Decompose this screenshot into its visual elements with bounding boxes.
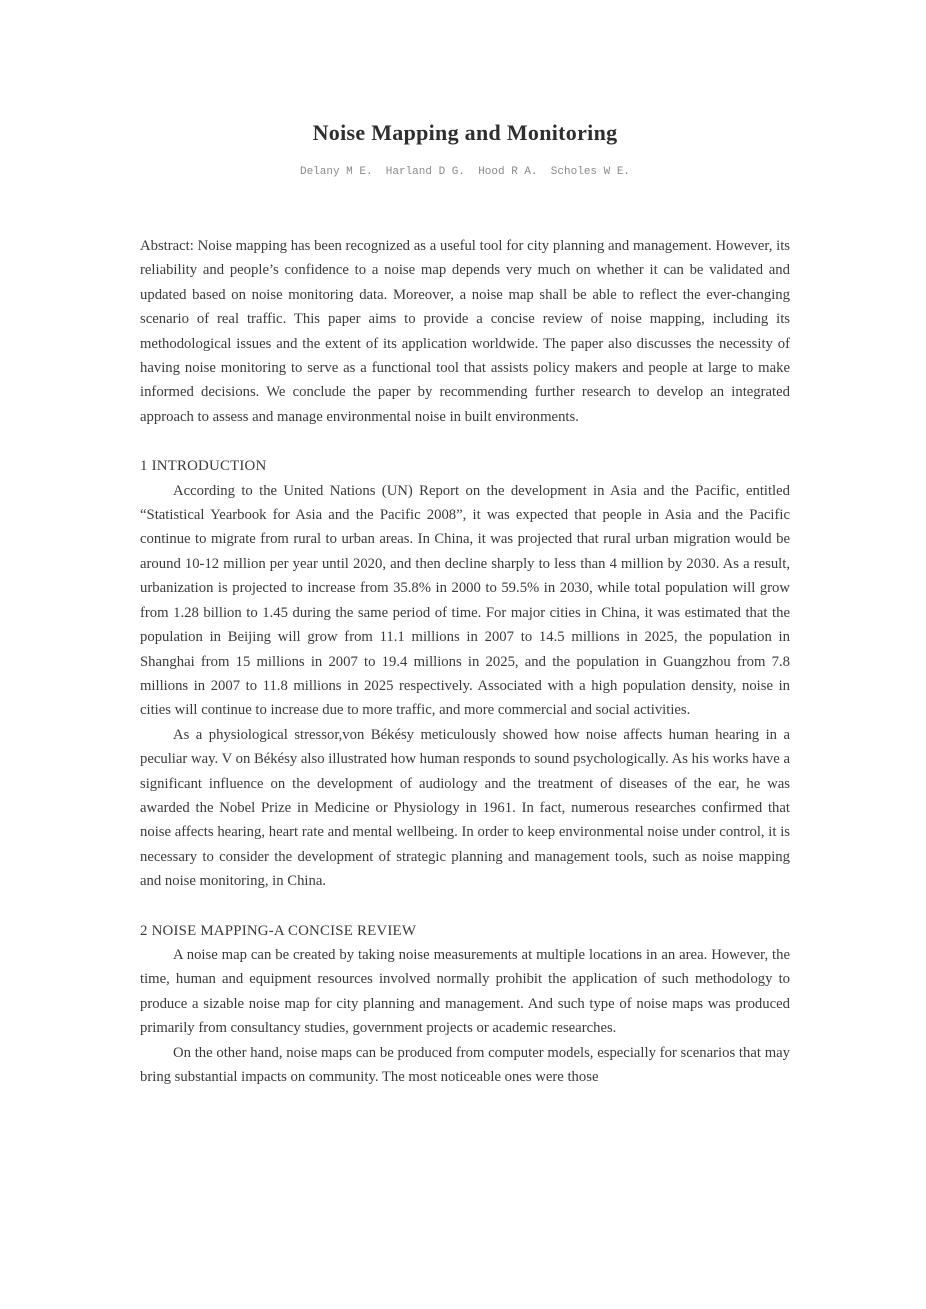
paper-authors: Delany M E. Harland D G. Hood R A. Scholes W E. <box>299 166 631 178</box>
paragraph: As a physiological stressor,von Békésy meticulously showed how noise affects human hearing in a peculiar way. V on Békésy also illustrated how human responds to sound psychologically. As his works have a significant influence on the development of audiology and the treatment of diseases of the ear, he was awarded the Nobel Prize in Medicine or Physiology in 1961. In fact, numerous researches confirmed that noise affects hearing, heart rate and mental wellbeing. In order to keep environmental noise under control, it is necessary to consider the development of strategic planning and management tools, such as noise mapping and noise monitoring, in China. <box>140 726 790 890</box>
abstract-paragraph: Abstract: Noise mapping has been recognized as a useful tool for city planning and management. However, its reliability and people’s confidence to a noise map depends very much on whether it can be validated and updated based on noise monitoring data. Moreover, a noise map shall be able to reflect the ever-changing scenario of real traffic. This paper aims to provide a concise review of noise mapping, including its methodological issues and the extent of its application worldwide. The paper also discusses the necessity of having noise monitoring to serve as a functional tool that assists policy makers and people at large to make informed decisions. We conclude the paper by recommending further research to develop an integrated approach to assess and manage environmental noise in built environments. <box>140 238 790 425</box>
section-heading-introduction: 1 INTRODUCTION <box>140 458 267 475</box>
paragraph: On the other hand, noise maps can be produced from computer models, especially for scenarios that may bring substantial impacts on community. The most noticeable ones were those <box>140 1044 790 1085</box>
paper-title: Noise Mapping and Monitoring <box>312 120 618 145</box>
paragraph: According to the United Nations (UN) Report on the development in Asia and the Pacific, entitled “Statistical Yearbook for Asia and the Pacific 2008”, it was expected that people in Asia and the Pacific continue to migrate from rural to urban areas. In China, it was projected that rural urban migration would be around 10-12 million per year until 2020, and then decline sharply to less than 4 million by 2030. As a result, urbanization is projected to increase from 35.8% in 2000 to 59.5% in 2030, while total population will grow from 1.28 billion to 1.45 during the same period of time. For major cities in China, it was estimated that the population in Beijing will grow from 11.1 millions in 2007 to 14.5 millions in 2025, the population in Shanghai from 15 millions in 2007 to 19.4 millions in 2025, and the population in Guangzhou from 7.8 millions in 2007 to 11.8 millions in 2025 respectively. Associated with a high population density, noise in cities will continue to increase due to more traffic, and more commercial and social activities. <box>140 482 790 719</box>
section-heading-noise-mapping-review: 2 NOISE MAPPING-A CONCISE REVIEW <box>140 922 417 939</box>
paragraph: A noise map can be created by taking noise measurements at multiple locations in an area. However, the time, human and equipment resources involved normally prohibit the application of such methodology to produce a sizable noise map for city planning and management. And such type of noise maps was produced primarily from consultancy studies, government projects or academic researches. <box>140 946 790 1037</box>
paper-content <box>140 118 790 1089</box>
